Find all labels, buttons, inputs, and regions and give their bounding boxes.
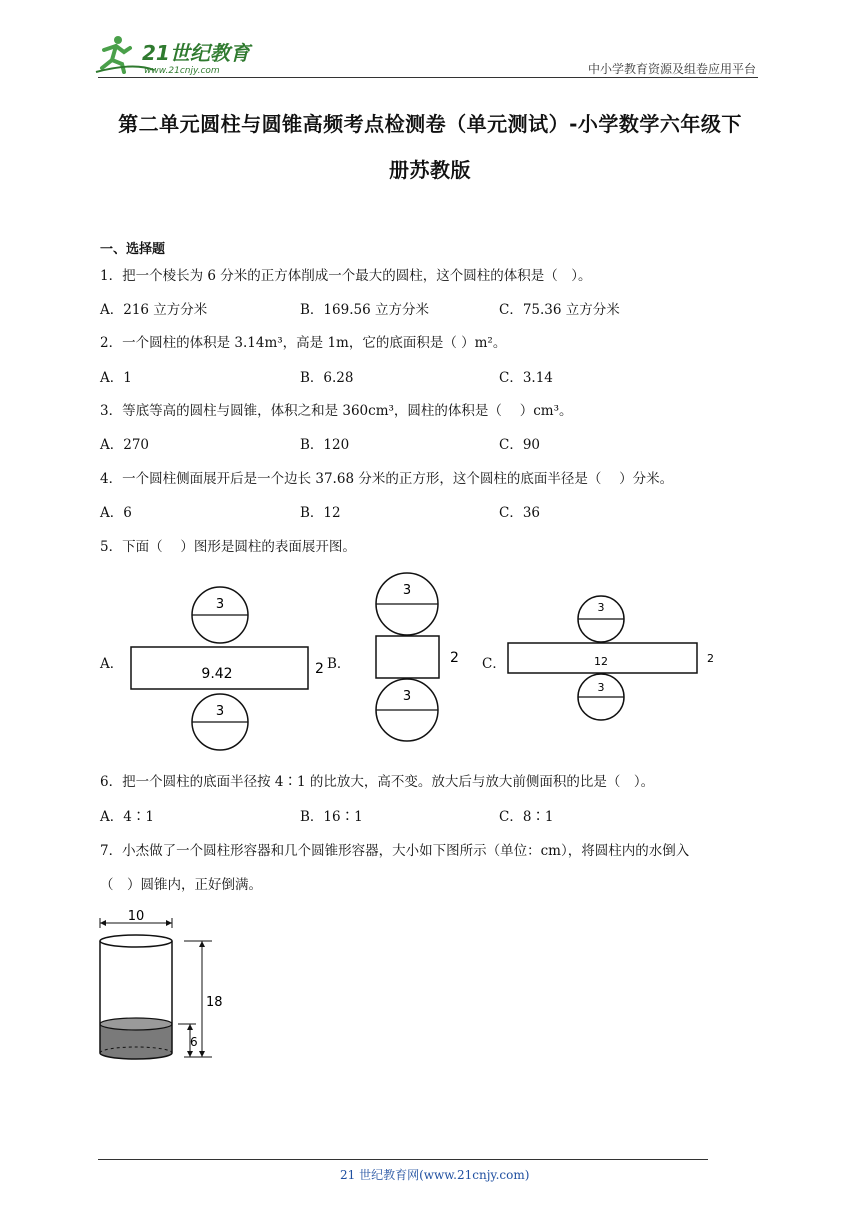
option-a: A．216 立方分米 (100, 302, 208, 318)
option-a: A．1 (100, 370, 132, 386)
question-stem-continued: （ ）圆锥内，正好倒满。 (100, 877, 262, 893)
section-heading: 一、选择题 (100, 242, 166, 257)
option-a: A．6 (100, 505, 132, 521)
option-c: C．90 (499, 437, 541, 453)
question-stem: 1．把一个棱长为 6 分米的正方体削成一个最大的圆柱，这个圆柱的体积是（ ）。 (100, 268, 592, 284)
question-stem: 4．一个圆柱侧面展开后是一个边长 37.68 分米的正方形，这个圆柱的底面半径是（ ）分米。 (100, 471, 674, 487)
figure-a-label: A． (100, 656, 124, 672)
option-c: C．36 (499, 505, 541, 521)
question-stem: 6．把一个圆柱的底面半径按 4∶1 的比放大，高不变。放大后与放大前侧面积的比是（ ）。 (100, 774, 655, 790)
figure-b-label: B． (327, 656, 351, 672)
figure-a-net (125, 582, 335, 754)
option-b: B．12 (300, 505, 341, 521)
option-a: A．4∶1 (100, 809, 154, 825)
rect-length-label: 12 (594, 655, 608, 668)
question-stem: 2．一个圆柱的体积是 3.14m³，高是 1m，它的底面积是（ ）m²。 (100, 335, 507, 351)
footer-text[interactable]: 21 世纪教育网(www.21cnjy.com) (340, 1168, 530, 1182)
option-c: C．3.14 (499, 370, 553, 386)
option-b: B．6.28 (300, 370, 354, 386)
option-b: B．120 (300, 437, 350, 453)
option-b: B．16∶1 (300, 809, 363, 825)
question-stem: 5．下面（ ）图形是圆柱的表面展开图。 (100, 539, 356, 555)
diameter-label: 10 (127, 910, 145, 924)
circle-top-label: 3 (215, 597, 225, 612)
rect-height-label: 2 (707, 652, 714, 665)
cylinder-container-figure (94, 910, 224, 1068)
circle-bottom-label: 3 (215, 704, 225, 719)
rect-height-label: 2 (450, 650, 459, 666)
circle-bottom-label: 3 (597, 681, 605, 694)
figure-b-net (370, 570, 470, 746)
platform-name: 中小学教育资源及组卷应用平台 (587, 62, 756, 76)
option-a: A．270 (100, 437, 150, 453)
question-stem: 7．小杰做了一个圆柱形容器和几个圆锥形容器，大小如下图所示（单位：cm），将圆柱内的水倒入 (100, 843, 690, 859)
circle-top-label: 3 (402, 583, 412, 598)
option-c: C．8∶1 (499, 809, 554, 825)
logo (94, 32, 274, 76)
logo-url: www.21cnjy.com (144, 66, 220, 76)
page-title-line2: 册苏教版 (389, 158, 471, 182)
rect-height-label: 2 (315, 661, 324, 677)
page-title-line1: 第二单元圆柱与圆锥高频考点检测卷（单元测试）-小学数学六年级下 (118, 112, 742, 136)
option-c: C．75.36 立方分米 (499, 302, 620, 318)
figure-c-net (505, 594, 725, 724)
option-b: B．169.56 立方分米 (300, 302, 429, 318)
rect-length-label: 9.42 (201, 666, 233, 682)
header-divider (98, 77, 758, 78)
circle-bottom-label: 3 (402, 689, 412, 704)
figure-c-label: C． (482, 656, 506, 672)
water-height-label: 6 (190, 1035, 198, 1049)
circle-top-label: 3 (597, 601, 605, 614)
height-label: 18 (206, 995, 223, 1010)
logo-text: 21世纪教育 (142, 41, 250, 65)
footer-divider (98, 1159, 708, 1160)
question-stem: 3．等底等高的圆柱与圆锥，体积之和是 360cm³，圆柱的体积是（ ）cm³。 (100, 403, 573, 419)
